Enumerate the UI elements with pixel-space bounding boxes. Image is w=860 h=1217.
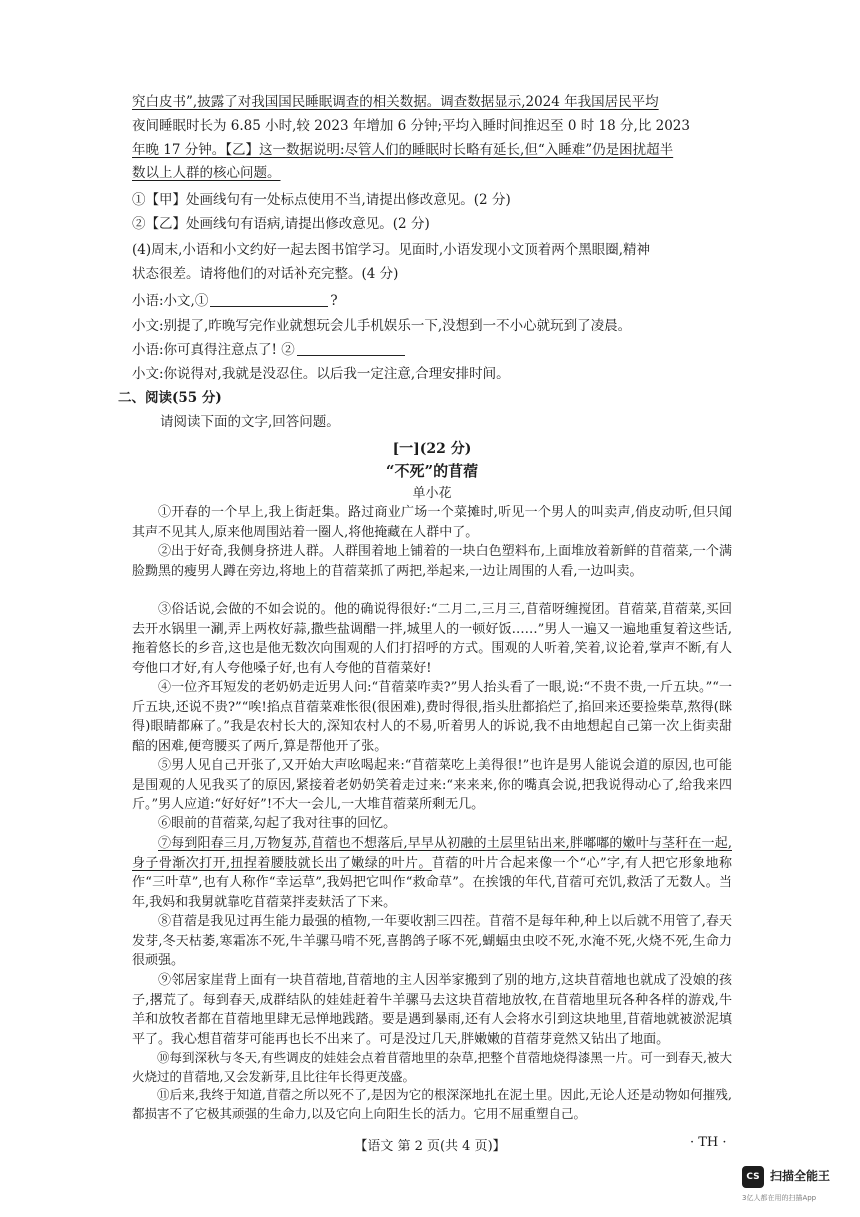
paragraph-5: ⑤男人见自己开张了,又开始大声吆喝起来:“苜蓿菜吃上美得很!”也许是男人能说会道的原因,也可能是围观的人见我买了的原因,紧接着老奶奶笑着走过来:“来来来,你的嘴真会说,把我说得动心了,给我来四斤。”男人应道:“好好好”!不大一会儿,一大堆苜蓿菜所剩无几。 xyxy=(132,758,732,812)
tail-paragraphs xyxy=(132,1049,732,1123)
answer-blank-2[interactable] xyxy=(297,341,405,356)
dialog-line-2: 小文:别提了,昨晚写完作业就想玩会儿手机娱乐一下,没想到一不小心就玩到了凌晨。 xyxy=(132,318,632,334)
footer-code: · TH · xyxy=(690,1135,727,1150)
paragraph-7 xyxy=(132,834,732,912)
paragraph-10: ⑩每到深秋与冬天,有些调皮的娃娃会点着苜蓿地里的杂草,把整个苜蓿地烧得漆黑一片。可一到春天,被大火烧过的苜蓿地,又会发新芽,且比往年长得更茂盛。 xyxy=(132,1050,732,1084)
paragraph-3: ③俗话说,会做的不如会说的。他的确说得很好:“二月二,三月三,苜蓿呀缠搅团。苜蓿菜,苜蓿菜,买回去开水锅里一涮,弄上两枚好蒜,撒些盐调醋一拌,城里人的一顿好饭……”男人一遍又一遍地重复着这些话,拖着悠长的乡音,这也是他无数次向围观的人们打招呼的方式。围观的人听着,笑着,议论着,掌声不断,有人夸他口才好,有人夸他嗓子好,也有人夸他的苜蓿菜好! xyxy=(132,602,732,676)
paragraph-2: ②出于好奇,我侧身挤进人群。人群围着地上铺着的一块白色塑料布,上面堆放着新鲜的苜蓿菜,一个满脸黝黑的瘦男人蹲在旁边,将地上的苜蓿菜抓了两把,举起来,一边让周围的人看,一边叫卖。 xyxy=(132,544,732,579)
dialog-speaker-text: 小语:你可真得注意点了! ② xyxy=(132,342,295,358)
text-line: 夜间睡眠时长为 6.85 小时,较 2023 年增加 6 分钟;平均入睡时间推迟至 0 时 18 分,比 2023 xyxy=(132,118,690,134)
question-4-line: (4)周末,小语和小文约好一起去图书馆学习。见面时,小语发现小文顶着两个黑眼圈,精神 xyxy=(132,242,650,258)
text-line: 究白皮书”,披露了对我国国民睡眠调查的相关数据。调查数据显示,2024 年我国居民平均 xyxy=(132,94,659,110)
dialog-speaker-text: 小语:小文,① xyxy=(132,293,209,309)
article-title: “不死”的苜蓿 xyxy=(385,462,479,480)
underlined-sentence: ⑦每到阳春三月,万物复苏,苜蓿也不想落后,早早从初融的土层里钻出来,胖嘟嘟的嫩叶与茎秆在一起,身子骨渐次打开,扭捏着腰肢就长出了嫩绿的叶片。 xyxy=(132,836,732,871)
text-line: 数以上人群的核心问题。 xyxy=(132,165,281,181)
dialog-line-1 xyxy=(132,291,732,311)
question-4-line: 状态很差。请将他们的对话补充完整。(4 分) xyxy=(132,266,399,282)
paragraph-11: ⑪后来,我终于知道,苜蓿之所以死不了,是因为它的根深深地扎在泥土里。因此,无论人还是动物如何摧残,都损害不了它极其顽强的生命力,以及它向上向阳生长的活力。它用不屈重塑自己。 xyxy=(132,1087,732,1121)
section-title: 二、阅读(55 分) xyxy=(118,390,222,406)
paragraph-7-rest: 苜蓿的叶片合起来像一个“心”字,有人把它形象地称作“三叶草”,也有人称作“幸运草”,我妈把它叫作“救命草”。在挨饿的年代,苜蓿可充饥,救活了无数人。当年,我妈和我舅就靠吃苜蓿菜拌麦麸活了下来。 xyxy=(132,855,732,910)
footer-page-number: 【语文 第 2 页(共 4 页)】 xyxy=(354,1139,506,1154)
text-line: 年晚 17 分钟。【乙】这一数据说明:尽管人们的睡眠时长略有延长,但“入睡难”仍是困扰超半 xyxy=(132,142,674,158)
paragraph-8: ⑧苜蓿是我见过再生能力最强的植物,一年要收割三四茬。苜蓿不是每年种,种上以后就不用管了,春天发芽,冬天枯萎,寒霜冻不死,牛羊骡马啃不死,喜鹊鸽子啄不死,蝴蝠虫虫咬不死,水淹不死,火烧不死,生命力很顽强。 xyxy=(132,914,732,968)
paragraph-1: ①开春的一个早上,我上街赶集。路过商业广场一个菜摊时,听见一个男人的叫卖声,俏皮动听,但只闻其声不见其人,原来他周围站着一圈人,将他掩藏在人群中了。 xyxy=(132,505,732,540)
scanner-brand-name: 扫描全能王 xyxy=(770,1169,831,1183)
dialog-suffix: ? xyxy=(330,293,338,309)
scanner-tagline: 3亿人都在用的扫描App xyxy=(742,1194,817,1202)
answer-blank-1[interactable] xyxy=(210,292,328,307)
dialog-line-3 xyxy=(132,340,732,360)
paragraph-9: ⑨邻居家崖背上面有一块苜蓿地,苜蓿地的主人因举家搬到了别的地方,这块苜蓿地也就成了没娘的孩子,撂荒了。每到春天,成群结队的娃娃赶着牛羊骡马去这块苜蓿地放牧,在苜蓿地里玩各种各样的游戏,牛羊和放牧者都在苜蓿地里肆无忌惮地践踏。要是遇到暴雨,还有人会将水引到这块地里,苜蓿地就被淤泥填平了。我心想苜蓿芽可能再也长不出来了。可是没过几天,胖嫩嫩的苜蓿芽竟然又钻出了地面。 xyxy=(132,973,732,1047)
camscanner-logo-icon: CS xyxy=(742,1166,764,1188)
instruction: 请阅读下面的文字,回答问题。 xyxy=(160,414,340,430)
question-2: ②【乙】处画线句有语病,请提出修改意见。(2 分) xyxy=(132,216,430,232)
question-1: ①【甲】处画线句有一处标点使用不当,请提出修改意见。(2 分) xyxy=(132,192,511,208)
paragraph-4: ④一位齐耳短发的老奶奶走近男人问:“苜蓿菜咋卖?”男人抬头看了一眼,说:“不贵不贵,一斤五块。”“一斤五块,还说不贵?”“唉!掐点苜蓿菜难怅很(很困难),费时得很,指头肚都掐烂了,掐回来还要捡柴草,熬得(眯得)眼睛都麻了。”我是农村长大的,深知农村人的不易,听着男人的诉说,我不由地想起自己第一次上街卖甜醅的困难,便弯腰买了两斤,算是帮他开了张。 xyxy=(132,680,732,754)
dialog-line-4: 小文:你说得对,我就是没忍住。以后我一定注意,合理安排时间。 xyxy=(132,366,510,382)
part-label: [一](22 分) xyxy=(392,441,472,457)
paragraph-6: ⑥眼前的苜蓿菜,勾起了我对往事的回忆。 xyxy=(158,816,397,831)
article-author: 单小花 xyxy=(412,486,452,501)
